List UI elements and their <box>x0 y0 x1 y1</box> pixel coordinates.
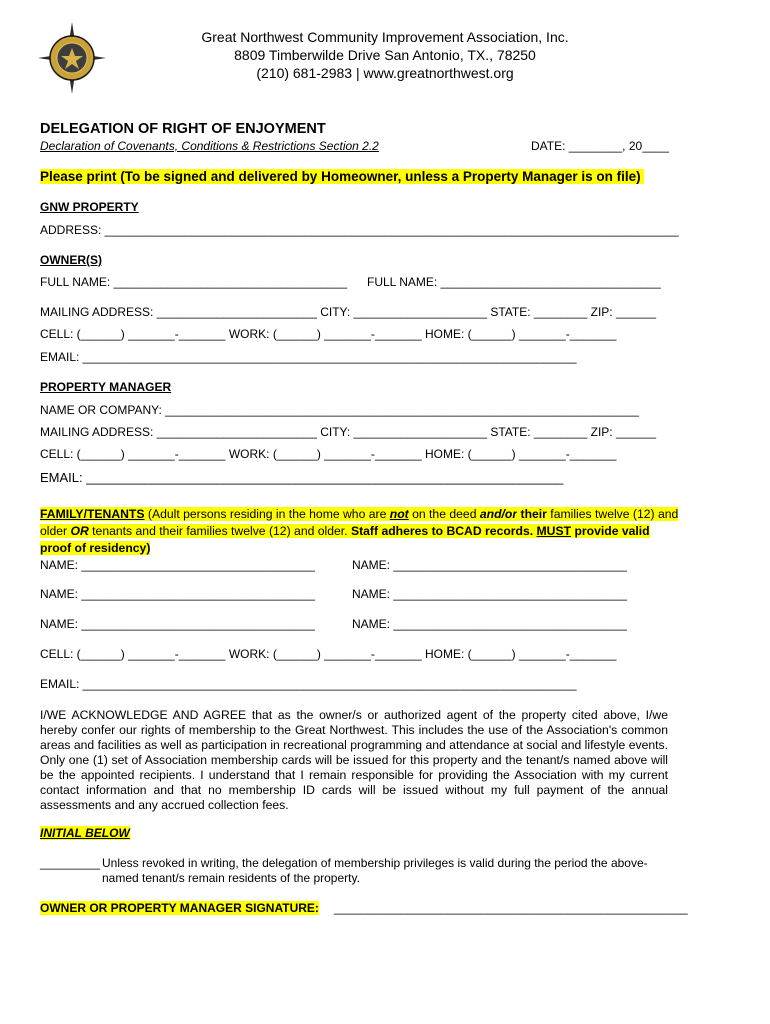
print-instruction: Please print (To be signed and delivered by Homeowner, unless a Property Manager is on file) <box>40 169 644 184</box>
date-field[interactable]: DATE: ________, 20____ <box>531 139 669 153</box>
org-name: Great Northwest Community Improvement Association, Inc. <box>201 29 569 45</box>
tenant-email[interactable]: EMAIL: __________________________________________________________________________ <box>40 677 577 691</box>
org-address: 8809 Timberwilde Drive San Antonio, TX., 78250 <box>234 47 536 63</box>
signature-line[interactable]: _____________________________________________________ <box>334 901 688 915</box>
tenant-name-field[interactable]: NAME: ___________________________________ <box>352 558 627 572</box>
signature-label: OWNER OR PROPERTY MANAGER SIGNATURE: <box>40 901 319 915</box>
initial-statement-line-2: named tenant/s remain residents of the property. <box>102 871 360 885</box>
property-manager-heading: PROPERTY MANAGER <box>40 380 172 394</box>
acknowledgement-paragraph: I/WE ACKNOWLEDGE AND AGREE that as the owner/s or authorized agent of the property cited above, I/we hereby confer our rights of membership to the Great Northwest. This includes the use of the Association's common areas and facilities as well as participation in recreational programming and attendance at social and lifestyle events. Only one (1) set of Association membership cards will be issued for this property and the tenant/s named above will be the appointed recipients. I understand that I remain responsible for providing the Association with my current contact information and that no membership ID cards will be issued without my full payment of the annual assessments and any accrued collection fees. <box>40 708 669 812</box>
form-title: DELEGATION OF RIGHT OF ENJOYMENT <box>40 121 326 137</box>
tenant-name-field[interactable]: NAME: ___________________________________ <box>40 617 315 631</box>
owners-heading: OWNER(S) <box>40 253 102 267</box>
property-address-field[interactable]: ADDRESS: ______________________________________________________________________________________ <box>40 223 679 237</box>
manager-mailing-address[interactable]: MAILING ADDRESS: ________________________ CITY: ____________________ STATE: ________ ZIP: ______ <box>40 425 657 439</box>
initial-below-heading: INITIAL BELOW <box>40 826 130 840</box>
form-subtitle: Declaration of Covenants, Conditions & Restrictions Section 2.2 <box>40 139 379 153</box>
tenant-name-field[interactable]: NAME: ___________________________________ <box>352 617 627 631</box>
family-tenants-heading: FAMILY/TENANTS <box>40 507 145 521</box>
org-contact: (210) 681-2983 | www.greatnorthwest.org <box>256 65 514 81</box>
tenant-name-field[interactable]: NAME: ___________________________________ <box>352 587 627 601</box>
owner-full-name-1[interactable]: FULL NAME: ___________________________________ <box>40 275 348 289</box>
initial-statement-line-1: Unless revoked in writing, the delegation of membership privileges is valid during the period the above- <box>102 856 648 870</box>
tenant-phone-numbers[interactable]: CELL: (______) _______-_______ WORK: (______) _______-_______ HOME: (______) _______-_______ <box>40 647 617 661</box>
manager-phone-numbers[interactable]: CELL: (______) _______-_______ WORK: (______) _______-_______ HOME: (______) _______-_______ <box>40 447 617 461</box>
gnw-property-heading: GNW PROPERTY <box>40 200 139 214</box>
owner-mailing-address[interactable]: MAILING ADDRESS: ________________________ CITY: ____________________ STATE: ________ ZIP: ______ <box>40 305 657 319</box>
tenant-name-field[interactable]: NAME: ___________________________________ <box>40 558 315 572</box>
manager-name-company[interactable]: NAME OR COMPANY: _______________________________________________________________________ <box>40 403 639 417</box>
tenant-name-field[interactable]: NAME: ___________________________________ <box>40 587 315 601</box>
manager-email[interactable]: EMAIL: __________________________________________________________________ <box>40 470 564 485</box>
owner-phone-numbers[interactable]: CELL: (______) _______-_______ WORK: (______) _______-_______ HOME: (______) _______-_______ <box>40 327 617 341</box>
family-tenants-description: FAMILY/TENANTS (Adult persons residing in the home who are not on the deed and/or their families twelve (12) and older OR tenants and their families twelve (12) and older. Staff adheres to BCAD records. MUST provide valid proof of residency) <box>40 507 679 555</box>
initial-blank-field[interactable]: _________ <box>40 856 101 870</box>
owner-email[interactable]: EMAIL: __________________________________________________________________________ <box>40 350 577 364</box>
owner-full-name-2[interactable]: FULL NAME: _________________________________ <box>367 275 661 289</box>
